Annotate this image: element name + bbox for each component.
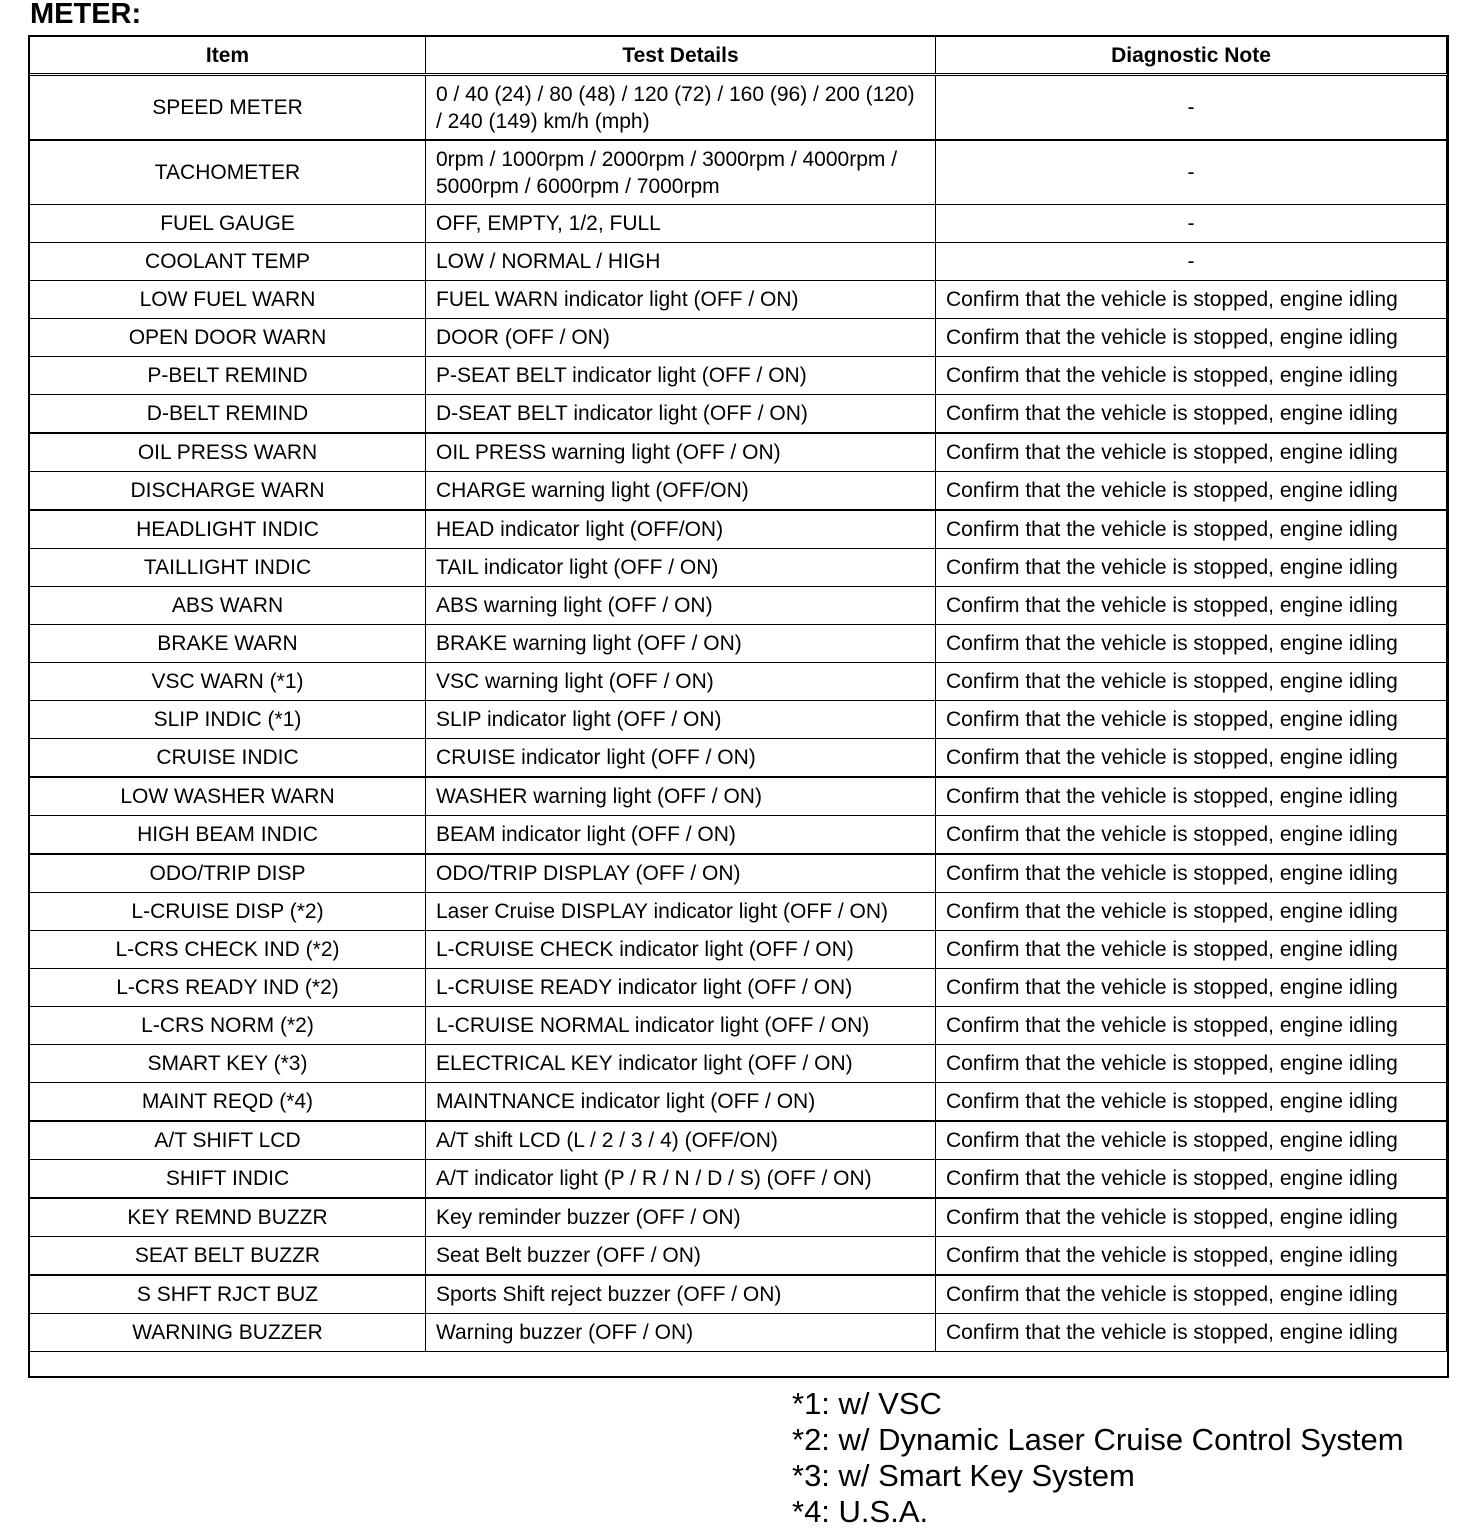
table-row [30,395,1447,434]
cell-test-details: FUEL WARN indicator light (OFF / ON) [426,281,936,319]
cell-diagnostic-note: Confirm that the vehicle is stopped, engine idling [936,510,1447,549]
cell-test-details: ELECTRICAL KEY indicator light (OFF / ON) [426,1045,936,1083]
table-row [30,969,1447,1007]
column-header-diagnostic-note: Diagnostic Note [936,37,1447,75]
cell-diagnostic-note: - [936,205,1447,243]
cell-item: SMART KEY (*3) [30,1045,426,1083]
cell-item: L-CRUISE DISP (*2) [30,893,426,931]
table-row [30,854,1447,893]
table-header-row [30,37,1447,75]
cell-diagnostic-note: Confirm that the vehicle is stopped, engine idling [936,281,1447,319]
table-row [30,243,1447,281]
cell-diagnostic-note: Confirm that the vehicle is stopped, engine idling [936,433,1447,472]
cell-diagnostic-note: Confirm that the vehicle is stopped, engine idling [936,739,1447,778]
cell-diagnostic-note: - [936,75,1447,141]
cell-diagnostic-note: Confirm that the vehicle is stopped, engine idling [936,1314,1447,1352]
cell-item: COOLANT TEMP [30,243,426,281]
cell-diagnostic-note: Confirm that the vehicle is stopped, engine idling [936,587,1447,625]
cell-diagnostic-note: Confirm that the vehicle is stopped, engine idling [936,701,1447,739]
table-row [30,205,1447,243]
cell-diagnostic-note: Confirm that the vehicle is stopped, engine idling [936,319,1447,357]
table-row [30,319,1447,357]
cell-test-details: HEAD indicator light (OFF/ON) [426,510,936,549]
cell-item: A/T SHIFT LCD [30,1121,426,1160]
table-row [30,1275,1447,1314]
table-row [30,1160,1447,1199]
cell-item: CRUISE INDIC [30,739,426,778]
table-row [30,739,1447,778]
cell-test-details: A/T shift LCD (L / 2 / 3 / 4) (OFF/ON) [426,1121,936,1160]
cell-test-details: 0rpm / 1000rpm / 2000rpm / 3000rpm / 4000rpm / 5000rpm / 6000rpm / 7000rpm [426,140,936,205]
cell-test-details: L-CRUISE CHECK indicator light (OFF / ON) [426,931,936,969]
table-row [30,549,1447,587]
cell-test-details: Key reminder buzzer (OFF / ON) [426,1198,936,1237]
cell-test-details: OFF, EMPTY, 1/2, FULL [426,205,936,243]
table-row [30,1007,1447,1045]
cell-diagnostic-note: Confirm that the vehicle is stopped, engine idling [936,931,1447,969]
table-row [30,281,1447,319]
footnote: *1: w/ VSC [792,1386,942,1421]
meter-table [29,36,1447,1352]
cell-diagnostic-note: Confirm that the vehicle is stopped, engine idling [936,777,1447,816]
cell-test-details: Laser Cruise DISPLAY indicator light (OFF / ON) [426,893,936,931]
footnote: *4: U.S.A. [792,1494,929,1529]
cell-diagnostic-note: Confirm that the vehicle is stopped, engine idling [936,357,1447,395]
cell-item: HEADLIGHT INDIC [30,510,426,549]
cell-test-details: CRUISE indicator light (OFF / ON) [426,739,936,778]
cell-test-details: Warning buzzer (OFF / ON) [426,1314,936,1352]
table-row [30,1198,1447,1237]
table-row [30,357,1447,395]
cell-test-details: L-CRUISE READY indicator light (OFF / ON) [426,969,936,1007]
cell-diagnostic-note: Confirm that the vehicle is stopped, engine idling [936,472,1447,511]
table-row [30,1083,1447,1122]
table-row [30,701,1447,739]
table-body [30,75,1447,1352]
cell-test-details: ABS warning light (OFF / ON) [426,587,936,625]
cell-diagnostic-note: - [936,140,1447,205]
cell-diagnostic-note: Confirm that the vehicle is stopped, engine idling [936,816,1447,855]
cell-test-details: BEAM indicator light (OFF / ON) [426,816,936,855]
cell-diagnostic-note: Confirm that the vehicle is stopped, engine idling [936,395,1447,434]
cell-item: SEAT BELT BUZZR [30,1237,426,1276]
cell-test-details: A/T indicator light (P / R / N / D / S) (OFF / ON) [426,1160,936,1199]
footnote: *2: w/ Dynamic Laser Cruise Control System [792,1422,1404,1457]
cell-test-details: P-SEAT BELT indicator light (OFF / ON) [426,357,936,395]
cell-diagnostic-note: Confirm that the vehicle is stopped, engine idling [936,969,1447,1007]
cell-item: S SHFT RJCT BUZ [30,1275,426,1314]
cell-diagnostic-note: Confirm that the vehicle is stopped, engine idling [936,1045,1447,1083]
cell-test-details: DOOR (OFF / ON) [426,319,936,357]
cell-test-details: CHARGE warning light (OFF/ON) [426,472,936,511]
cell-item: SLIP INDIC (*1) [30,701,426,739]
cell-item: MAINT REQD (*4) [30,1083,426,1122]
cell-test-details: LOW / NORMAL / HIGH [426,243,936,281]
cell-item: P-BELT REMIND [30,357,426,395]
table-row [30,816,1447,855]
cell-test-details: ODO/TRIP DISPLAY (OFF / ON) [426,854,936,893]
column-header-item: Item [30,37,426,75]
cell-test-details: WASHER warning light (OFF / ON) [426,777,936,816]
cell-item: SPEED METER [30,75,426,141]
cell-diagnostic-note: - [936,243,1447,281]
cell-test-details: L-CRUISE NORMAL indicator light (OFF / ON) [426,1007,936,1045]
cell-test-details: Sports Shift reject buzzer (OFF / ON) [426,1275,936,1314]
cell-diagnostic-note: Confirm that the vehicle is stopped, engine idling [936,1121,1447,1160]
cell-test-details: MAINTNANCE indicator light (OFF / ON) [426,1083,936,1122]
cell-item: TAILLIGHT INDIC [30,549,426,587]
cell-item: ABS WARN [30,587,426,625]
table-row [30,472,1447,511]
cell-test-details: OIL PRESS warning light (OFF / ON) [426,433,936,472]
cell-item: HIGH BEAM INDIC [30,816,426,855]
cell-item: WARNING BUZZER [30,1314,426,1352]
cell-diagnostic-note: Confirm that the vehicle is stopped, engine idling [936,663,1447,701]
table-row [30,433,1447,472]
table-row [30,587,1447,625]
table-row [30,1237,1447,1276]
cell-diagnostic-note: Confirm that the vehicle is stopped, engine idling [936,1007,1447,1045]
table-row [30,931,1447,969]
cell-item: VSC WARN (*1) [30,663,426,701]
cell-test-details: 0 / 40 (24) / 80 (48) / 120 (72) / 160 (96) / 200 (120) / 240 (149) km/h (mph) [426,75,936,141]
table-row [30,510,1447,549]
cell-item: KEY REMND BUZZR [30,1198,426,1237]
cell-diagnostic-note: Confirm that the vehicle is stopped, engine idling [936,1275,1447,1314]
footnote: *3: w/ Smart Key System [792,1458,1135,1493]
cell-item: BRAKE WARN [30,625,426,663]
cell-item: OPEN DOOR WARN [30,319,426,357]
footnotes [792,1386,1404,1530]
table-row [30,663,1447,701]
cell-diagnostic-note: Confirm that the vehicle is stopped, engine idling [936,1198,1447,1237]
cell-test-details: VSC warning light (OFF / ON) [426,663,936,701]
cell-item: DISCHARGE WARN [30,472,426,511]
table-row [30,777,1447,816]
cell-item: SHIFT INDIC [30,1160,426,1199]
cell-diagnostic-note: Confirm that the vehicle is stopped, engine idling [936,625,1447,663]
cell-item: L-CRS CHECK IND (*2) [30,931,426,969]
cell-test-details: SLIP indicator light (OFF / ON) [426,701,936,739]
cell-item: FUEL GAUGE [30,205,426,243]
cell-test-details: Seat Belt buzzer (OFF / ON) [426,1237,936,1276]
cell-item: TACHOMETER [30,140,426,205]
cell-item: L-CRS READY IND (*2) [30,969,426,1007]
cell-diagnostic-note: Confirm that the vehicle is stopped, engine idling [936,1237,1447,1276]
table-row [30,625,1447,663]
cell-test-details: BRAKE warning light (OFF / ON) [426,625,936,663]
cell-diagnostic-note: Confirm that the vehicle is stopped, engine idling [936,854,1447,893]
table-row [30,893,1447,931]
cell-test-details: TAIL indicator light (OFF / ON) [426,549,936,587]
table-row [30,1045,1447,1083]
cell-item: OIL PRESS WARN [30,433,426,472]
cell-item: L-CRS NORM (*2) [30,1007,426,1045]
cell-diagnostic-note: Confirm that the vehicle is stopped, engine idling [936,549,1447,587]
cell-test-details: D-SEAT BELT indicator light (OFF / ON) [426,395,936,434]
page-title: METER: [30,0,142,30]
cell-item: LOW FUEL WARN [30,281,426,319]
cell-diagnostic-note: Confirm that the vehicle is stopped, engine idling [936,1160,1447,1199]
table-row [30,1121,1447,1160]
table-row [30,75,1447,141]
cell-item: ODO/TRIP DISP [30,854,426,893]
cell-diagnostic-note: Confirm that the vehicle is stopped, engine idling [936,1083,1447,1122]
cell-item: LOW WASHER WARN [30,777,426,816]
column-header-test-details: Test Details [426,37,936,75]
table-row [30,1314,1447,1352]
cell-diagnostic-note: Confirm that the vehicle is stopped, engine idling [936,893,1447,931]
table-row [30,140,1447,205]
cell-item: D-BELT REMIND [30,395,426,434]
